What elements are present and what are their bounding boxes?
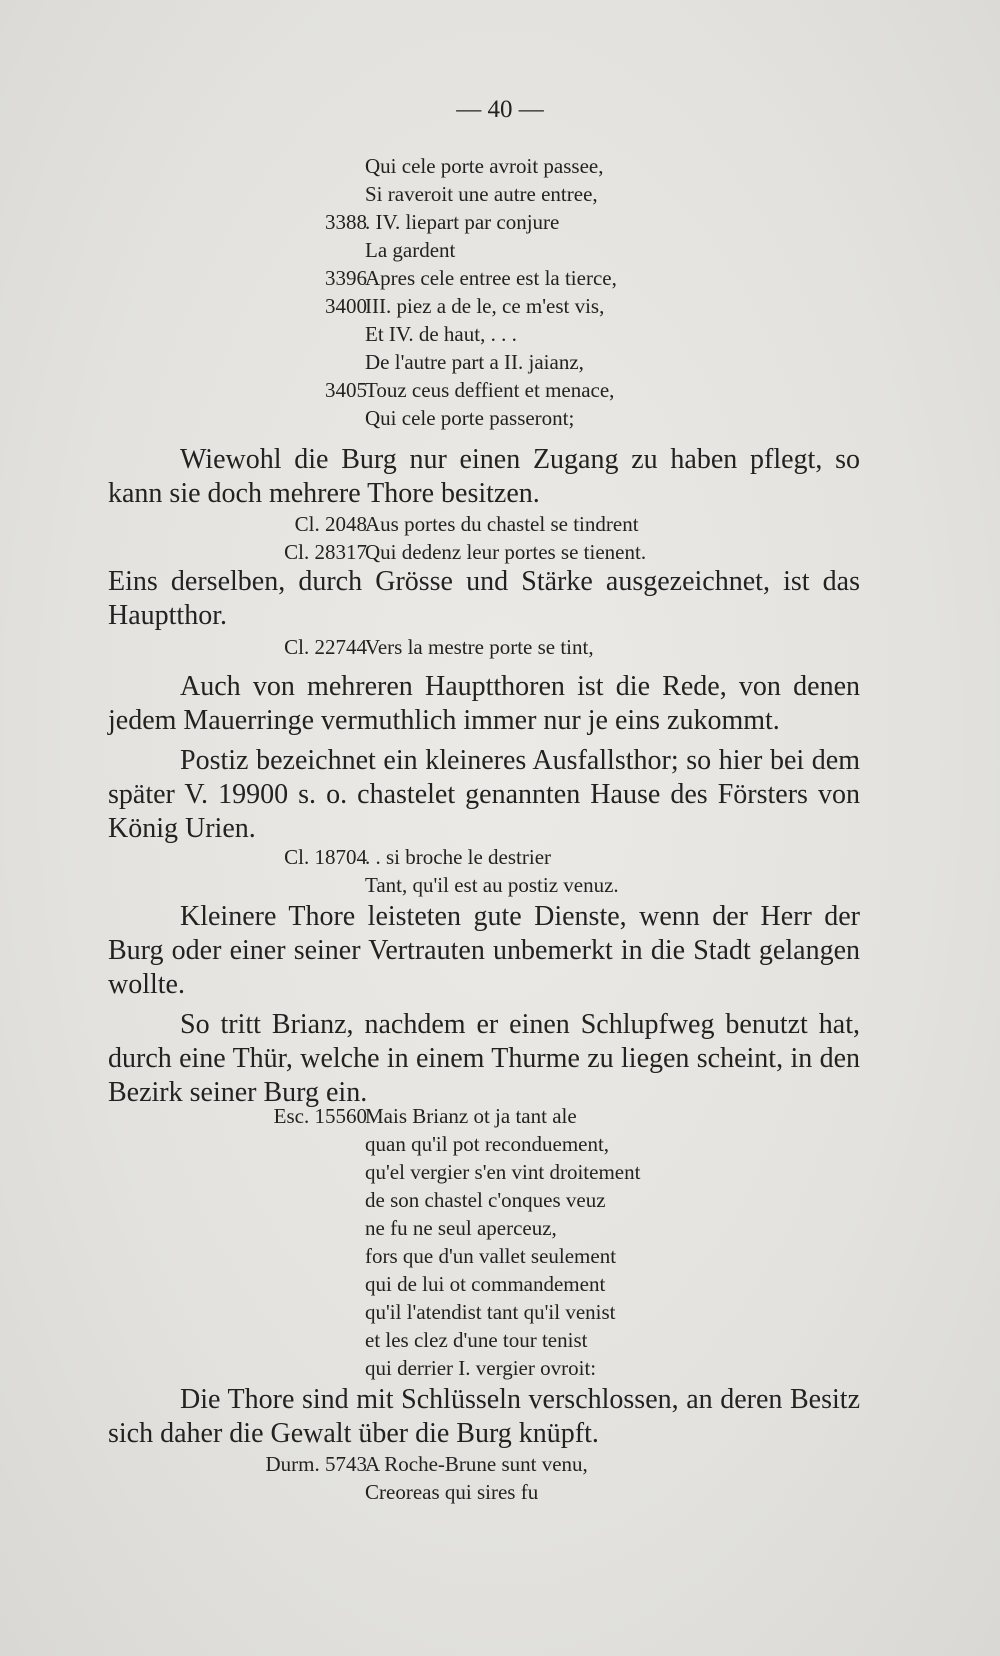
verse-line	[0, 152, 1000, 180]
verse-text: A Roche-Brune sunt venu,	[365, 1452, 588, 1476]
verse-line	[0, 1158, 1000, 1186]
verse-text: Touz ceus deffient et menace,	[365, 378, 615, 402]
verse-text: Apres cele entree est la tierce,	[365, 266, 617, 290]
line-number: Cl. 2048	[294, 512, 367, 536]
verse-block-1	[0, 152, 1000, 432]
verse-text: Qui cele porte passeront;	[365, 406, 575, 430]
verse-line	[0, 1214, 1000, 1242]
verse-text: ne fu ne seul aperceuz,	[365, 1216, 557, 1240]
verse-text: III. piez a de le, ce m'est vis,	[365, 294, 605, 318]
line-number: 3388	[325, 210, 367, 234]
verse-text: qu'il l'atendist tant qu'il venist	[365, 1300, 616, 1324]
verse-block-4	[0, 843, 1000, 899]
line-number: 3405	[325, 378, 367, 402]
verse-line	[0, 1186, 1000, 1214]
line-number: Esc. 15560	[273, 1104, 367, 1128]
verse-line	[0, 1450, 1000, 1478]
verse-text: de son chastel c'onques veuz	[365, 1188, 606, 1212]
prose-paragraph-1	[108, 443, 860, 511]
prose-paragraph-3	[108, 670, 860, 846]
verse-line	[0, 376, 1000, 404]
verse-line	[0, 1354, 1000, 1382]
verse-line	[0, 1102, 1000, 1130]
paragraph: Kleinere Thore leisteten gute Dienste, wenn der Herr der Burg oder einer seiner Vertrauten unbemerkt in die Stadt gelangen wollte.	[108, 901, 860, 1000]
verse-line	[0, 1242, 1000, 1270]
verse-line	[0, 1298, 1000, 1326]
verse-text: Si raveroit une autre entree,	[365, 182, 598, 206]
verse-line	[0, 320, 1000, 348]
paragraph: Auch von mehreren Hauptthoren ist die Rede, von denen jedem Mauerringe vermuthlich immer nur je eins zukommt.	[108, 671, 860, 736]
paragraph: Wiewohl die Burg nur einen Zugang zu haben pflegt, so kann sie doch mehrere Thore besitzen.	[108, 444, 860, 509]
line-number: Cl. 22744	[284, 635, 367, 659]
verse-text: fors que d'un vallet seulement	[365, 1244, 617, 1268]
prose-paragraph-5	[108, 1383, 860, 1451]
verse-text: Vers la mestre porte se tint,	[365, 635, 594, 659]
verse-line	[0, 404, 1000, 432]
verse-line	[0, 292, 1000, 320]
verse-line	[0, 843, 1000, 871]
verse-text: La gardent	[365, 238, 456, 262]
verse-line	[0, 1326, 1000, 1354]
paragraph: Die Thore sind mit Schlüsseln verschlossen, an deren Besitz sich daher die Gewalt über die Burg knüpft.	[108, 1384, 860, 1449]
verse-block-5	[0, 1102, 1000, 1382]
verse-line	[0, 180, 1000, 208]
paragraph: Eins derselben, durch Grösse und Stärke ausgezeichnet, ist das Hauptthor.	[108, 566, 860, 631]
verse-text: Et IV. de haut, . . .	[365, 322, 517, 346]
verse-line	[0, 236, 1000, 264]
verse-text: De l'autre part a II. jaianz,	[365, 350, 584, 374]
verse-line	[0, 348, 1000, 376]
page-number: — 40 —	[456, 96, 544, 123]
verse-text: Tant, qu'il est au postiz venuz.	[365, 873, 619, 897]
verse-text: Qui cele porte avroit passee,	[365, 154, 604, 178]
verse-line	[0, 1270, 1000, 1298]
verse-line	[0, 264, 1000, 292]
verse-block-3	[0, 633, 1000, 661]
line-number: 3396	[325, 266, 367, 290]
verse-text: quan qu'il pot reconduement,	[365, 1132, 610, 1156]
verse-text: Mais Brianz ot ja tant ale	[365, 1104, 577, 1128]
verse-text: et les clez d'une tour tenist	[365, 1328, 588, 1352]
verse-text: qu'el vergier s'en vint droitement	[365, 1160, 641, 1184]
verse-block-2	[0, 510, 1000, 566]
verse-line	[0, 208, 1000, 236]
verse-text: . . si broche le destrier	[365, 845, 552, 869]
verse-text: Creoreas qui sires fu	[365, 1480, 539, 1504]
line-number: Cl. 28317	[284, 540, 367, 564]
verse-text: qui de lui ot commandement	[365, 1272, 606, 1296]
prose-paragraph-2	[108, 565, 860, 633]
verse-text: Qui dedenz leur portes se tienent.	[365, 540, 647, 564]
verse-line	[0, 633, 1000, 661]
line-number: 3400	[325, 294, 367, 318]
paragraph: So tritt Brianz, nachdem er einen Schlupfweg benutzt hat, durch eine Thür, welche in einem Thurme zu liegen scheint, in den Bezirk seiner Burg ein.	[108, 1009, 860, 1108]
verse-line	[0, 871, 1000, 899]
verse-line	[0, 538, 1000, 566]
line-number: Cl. 18704	[284, 845, 367, 869]
verse-block-6	[0, 1450, 1000, 1506]
prose-paragraph-4	[108, 900, 860, 1110]
paragraph: Postiz bezeichnet ein kleineres Ausfallsthor; so hier bei dem später V. 19900 s. o. chastelet genannten Hause des Försters von König Urien.	[108, 745, 860, 844]
verse-line	[0, 1130, 1000, 1158]
verse-text: Aus portes du chastel se tindrent	[365, 512, 639, 536]
line-number: Durm. 5743	[265, 1452, 367, 1476]
verse-text: . IV. liepart par conjure	[365, 210, 560, 234]
verse-text: qui derrier I. vergier ovroit:	[365, 1356, 597, 1380]
verse-line	[0, 510, 1000, 538]
verse-line	[0, 1478, 1000, 1506]
